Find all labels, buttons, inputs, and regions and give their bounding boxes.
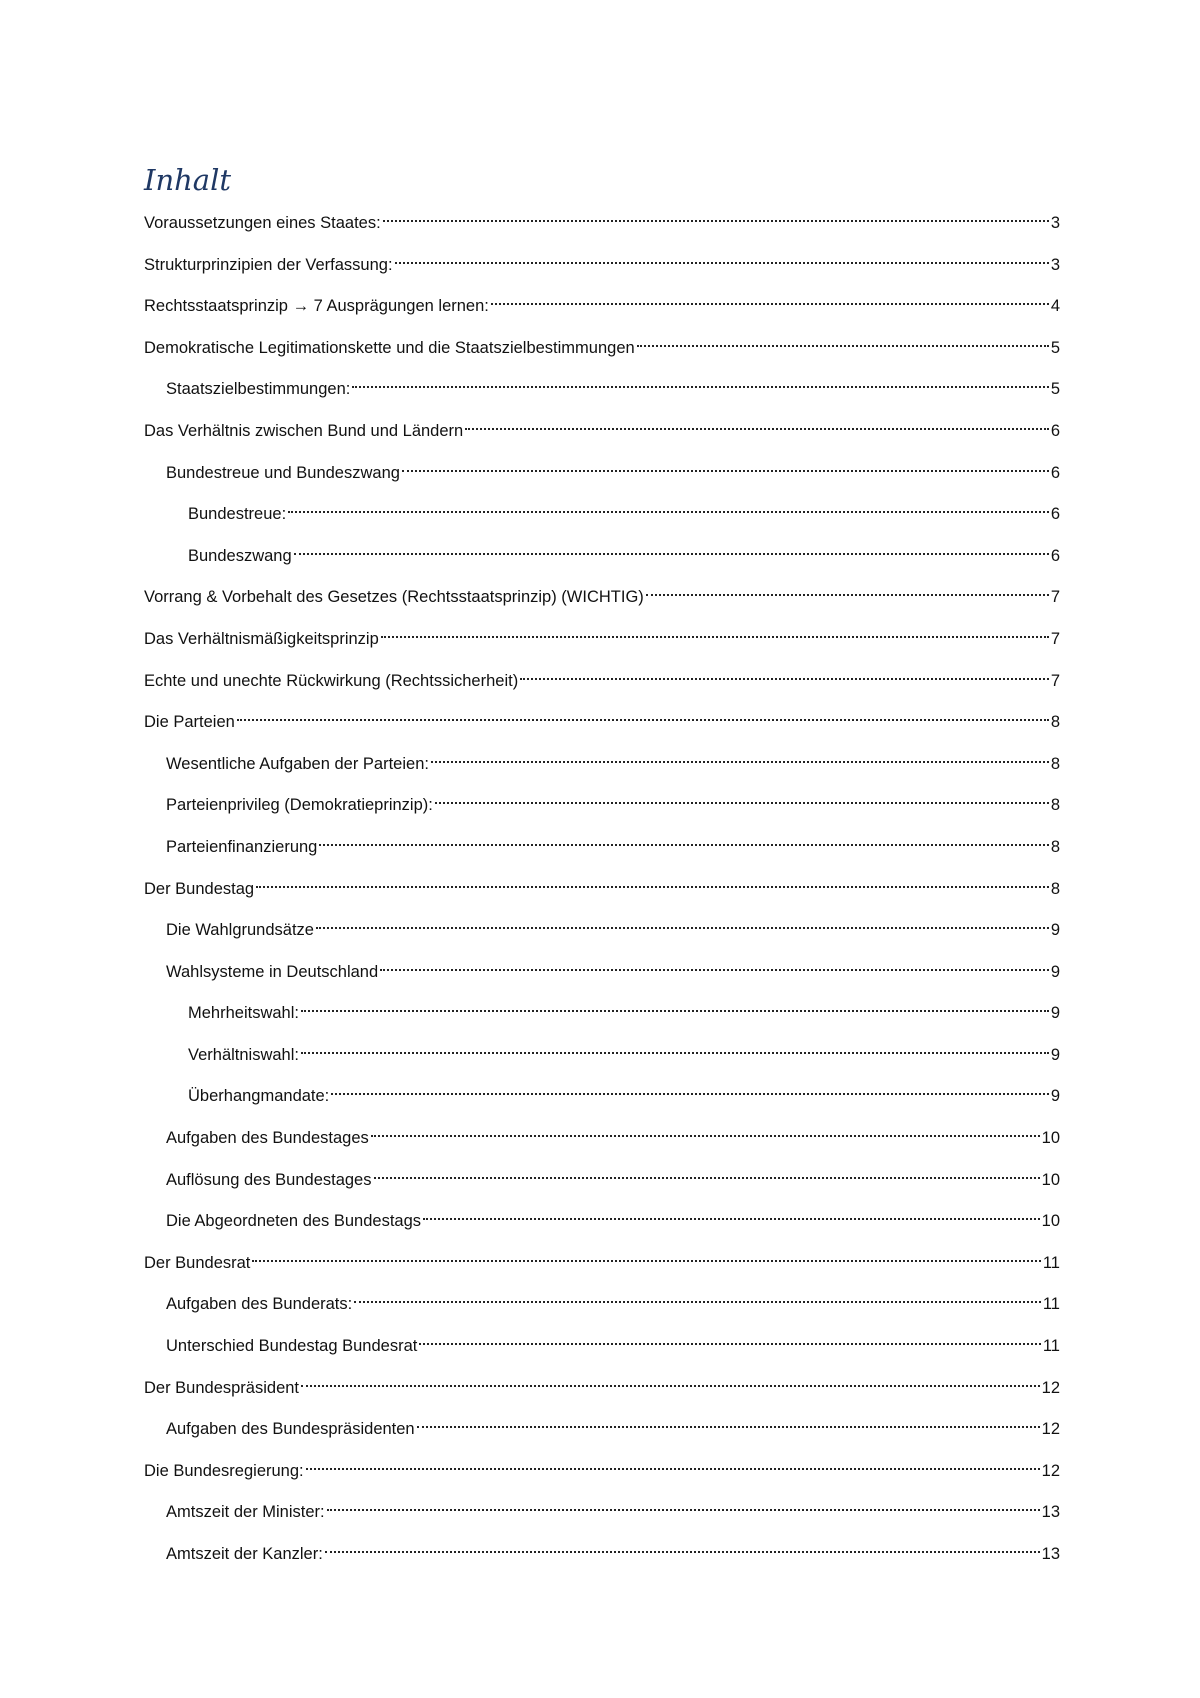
- dot-leader: [252, 1260, 1040, 1262]
- toc-entry-page-number: 3: [1050, 214, 1060, 232]
- toc-entry-title: Mehrheitswahl:: [188, 1004, 299, 1023]
- toc-entry[interactable]: [144, 830, 1060, 872]
- toc-entry[interactable]: [144, 622, 1060, 664]
- toc-entry-page-number: 6: [1050, 546, 1060, 565]
- toc-entry[interactable]: [144, 872, 1060, 914]
- toc-entry[interactable]: [144, 1371, 1060, 1413]
- toc-entry[interactable]: [144, 1121, 1060, 1163]
- dot-leader: [237, 719, 1049, 721]
- toc-entry-title: Auflösung des Bundestages: [166, 1170, 372, 1189]
- dot-leader: [637, 345, 1049, 347]
- dot-leader: [316, 927, 1049, 929]
- toc-entry-page-number: 11: [1042, 1295, 1060, 1314]
- toc-entry[interactable]: [144, 1412, 1060, 1454]
- dot-leader: [383, 220, 1049, 222]
- toc-entry-page-number: 9: [1050, 1045, 1060, 1064]
- table-of-contents: [144, 206, 1060, 1579]
- dot-leader: [325, 1551, 1040, 1553]
- toc-entry-page-number: 8: [1050, 754, 1060, 773]
- toc-entry-page-number: 6: [1050, 505, 1060, 524]
- toc-entry-title: Amtszeit der Kanzler:: [166, 1545, 323, 1563]
- toc-entry-title: Das Verhältnismäßigkeitsprinzip: [144, 629, 379, 648]
- toc-entry-title: Parteienfinanzierung: [166, 837, 318, 856]
- dot-leader: [417, 1426, 1040, 1428]
- toc-entry[interactable]: [144, 996, 1060, 1038]
- toc-entry-title: Der Bundesrat: [144, 1253, 251, 1272]
- dot-leader: [431, 761, 1049, 763]
- toc-entry[interactable]: [144, 372, 1060, 414]
- toc-entry[interactable]: [144, 955, 1060, 997]
- dot-leader: [646, 594, 1049, 596]
- toc-entry[interactable]: [144, 747, 1060, 789]
- toc-entry-page-number: 11: [1042, 1253, 1060, 1272]
- toc-entry[interactable]: [144, 705, 1060, 747]
- dot-leader: [419, 1343, 1041, 1345]
- toc-entry-page-number: 12: [1041, 1378, 1060, 1397]
- toc-entry-page-number: 8: [1050, 879, 1060, 898]
- toc-entry-page-number: 8: [1050, 796, 1060, 815]
- toc-entry-title: Rechtsstaatsprinzip → 7 Ausprägungen lernen:: [144, 297, 489, 316]
- toc-entry-page-number: 12: [1041, 1461, 1060, 1480]
- toc-entry[interactable]: [144, 1246, 1060, 1288]
- toc-entry-title: Die Bundesregierung:: [144, 1461, 304, 1480]
- toc-entry[interactable]: [144, 1038, 1060, 1080]
- toc-entry-title: Bundeszwang: [188, 546, 292, 565]
- toc-entry-page-number: 8: [1050, 837, 1060, 856]
- toc-heading: Inhalt: [144, 163, 232, 197]
- toc-entry-page-number: 8: [1050, 713, 1060, 732]
- toc-entry-title: Wesentliche Aufgaben der Parteien:: [166, 754, 429, 773]
- dot-leader: [380, 969, 1049, 971]
- toc-entry-page-number: 9: [1050, 962, 1060, 981]
- toc-entry-page-number: 7: [1050, 588, 1060, 607]
- toc-entry[interactable]: [144, 913, 1060, 955]
- toc-entry[interactable]: [144, 331, 1060, 373]
- toc-entry-title: Die Parteien: [144, 713, 235, 732]
- toc-entry[interactable]: [144, 414, 1060, 456]
- dot-leader: [327, 1509, 1040, 1511]
- dot-leader: [319, 844, 1048, 846]
- toc-entry-page-number: 11: [1042, 1337, 1060, 1356]
- toc-entry-title: Strukturprinzipien der Verfassung:: [144, 255, 393, 274]
- dot-leader: [371, 1135, 1040, 1137]
- toc-entry-page-number: 3: [1050, 255, 1060, 274]
- dot-leader: [465, 428, 1049, 430]
- dot-leader: [301, 1052, 1049, 1054]
- toc-entry-title: Verhältniswahl:: [188, 1045, 299, 1064]
- toc-entry-title: Die Wahlgrundsätze: [166, 921, 314, 940]
- toc-entry[interactable]: [144, 1287, 1060, 1329]
- toc-entry-page-number: 5: [1050, 380, 1060, 399]
- dot-leader: [395, 262, 1049, 264]
- dot-leader: [301, 1010, 1049, 1012]
- dot-leader: [294, 553, 1049, 555]
- toc-entry[interactable]: [144, 1163, 1060, 1205]
- toc-entry[interactable]: [144, 497, 1060, 539]
- dot-leader: [352, 386, 1048, 388]
- toc-entry-page-number: 5: [1050, 338, 1060, 357]
- toc-entry[interactable]: [144, 788, 1060, 830]
- toc-entry-page-number: 13: [1041, 1545, 1060, 1563]
- toc-entry-title: Bundestreue und Bundeszwang: [166, 463, 400, 482]
- toc-entry-title: Vorrang & Vorbehalt des Gesetzes (Rechtsstaatsprinzip) (WICHTIG): [144, 588, 644, 607]
- toc-entry[interactable]: [144, 664, 1060, 706]
- toc-entry-page-number: 9: [1050, 921, 1060, 940]
- toc-entry-page-number: 7: [1050, 671, 1060, 690]
- toc-entry-page-number: 13: [1041, 1503, 1060, 1522]
- toc-entry-title: Bundestreue:: [188, 505, 287, 524]
- toc-entry[interactable]: [144, 456, 1060, 498]
- toc-entry-page-number: 4: [1050, 297, 1060, 316]
- dot-leader: [331, 1093, 1049, 1095]
- toc-entry-title: Demokratische Legitimationskette und die Staatszielbestimmungen: [144, 338, 635, 357]
- toc-entry-title: Voraussetzungen eines Staates:: [144, 214, 381, 232]
- dot-leader: [256, 886, 1049, 888]
- dot-leader: [288, 511, 1049, 513]
- toc-entry-page-number: 9: [1050, 1004, 1060, 1023]
- toc-entry-page-number: 6: [1050, 463, 1060, 482]
- toc-entry[interactable]: [144, 248, 1060, 290]
- toc-entry-page-number: 6: [1050, 421, 1060, 440]
- dot-leader: [435, 802, 1049, 804]
- toc-entry-title: Wahlsysteme in Deutschland: [166, 962, 379, 981]
- toc-entry[interactable]: [144, 1537, 1060, 1579]
- dot-leader: [381, 636, 1049, 638]
- toc-entry-title: Staatszielbestimmungen:: [166, 380, 351, 399]
- dot-leader: [306, 1468, 1040, 1470]
- dot-leader: [374, 1177, 1040, 1179]
- toc-entry-title: Das Verhältnis zwischen Bund und Ländern: [144, 421, 464, 440]
- toc-entry[interactable]: [144, 1495, 1060, 1537]
- dot-leader: [402, 470, 1049, 472]
- toc-entry[interactable]: [144, 1079, 1060, 1121]
- dot-leader: [491, 303, 1049, 305]
- toc-entry-title: Die Abgeordneten des Bundestags: [166, 1212, 422, 1231]
- toc-entry[interactable]: [144, 206, 1060, 248]
- toc-entry[interactable]: [144, 1454, 1060, 1496]
- toc-entry[interactable]: [144, 539, 1060, 581]
- toc-entry-page-number: 10: [1041, 1129, 1060, 1148]
- toc-entry-title: Der Bundespräsident: [144, 1378, 300, 1397]
- toc-entry[interactable]: [144, 1204, 1060, 1246]
- toc-entry-page-number: 10: [1041, 1170, 1060, 1189]
- toc-entry-title: Aufgaben des Bundespräsidenten: [166, 1420, 415, 1439]
- toc-entry-page-number: 10: [1041, 1212, 1060, 1231]
- dot-leader: [354, 1301, 1041, 1303]
- toc-entry-title: Aufgaben des Bunderats:: [166, 1295, 353, 1314]
- toc-entry[interactable]: [144, 289, 1060, 331]
- toc-entry[interactable]: [144, 1329, 1060, 1371]
- toc-entry-page-number: 9: [1050, 1087, 1060, 1106]
- toc-entry-title: Amtszeit der Minister:: [166, 1503, 325, 1522]
- toc-entry-title: Der Bundestag: [144, 879, 255, 898]
- toc-entry[interactable]: [144, 580, 1060, 622]
- toc-entry-title: Überhangmandate:: [188, 1087, 330, 1106]
- toc-entry-page-number: 12: [1041, 1420, 1060, 1439]
- dot-leader: [520, 678, 1049, 680]
- toc-entry-title: Echte und unechte Rückwirkung (Rechtssicherheit): [144, 671, 519, 690]
- toc-entry-title: Aufgaben des Bundestages: [166, 1129, 369, 1148]
- toc-entry-page-number: 7: [1050, 629, 1060, 648]
- dot-leader: [423, 1218, 1040, 1220]
- toc-entry-title: Unterschied Bundestag Bundesrat: [166, 1337, 418, 1356]
- dot-leader: [301, 1385, 1040, 1387]
- toc-entry-title: Parteienprivileg (Demokratieprinzip):: [166, 796, 433, 815]
